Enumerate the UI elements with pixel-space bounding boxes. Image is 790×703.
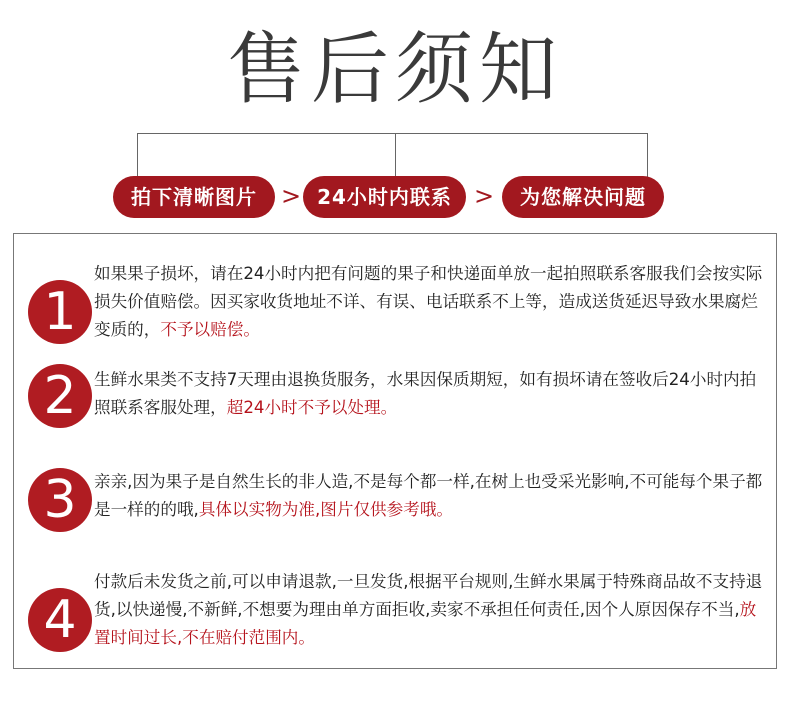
policy-highlight: 不予以赔偿。 (160, 320, 260, 339)
policy-body: 亲亲,因为果子是自然生长的非人造,不是每个都一样,在树上也受采光影响,不可能每个果子都是一样的的哦, (94, 472, 763, 519)
policy-text (94, 260, 769, 344)
policy-text (94, 468, 769, 524)
page-title: 售后须知 (226, 25, 563, 115)
flow-connector-line (647, 133, 648, 178)
policy-body: 生鲜水果类不支持7天理由退换货服务，水果因保质期短，如有损坏请在签收后24小时内拍照联系客服处理， (94, 370, 757, 417)
step-take-photo: 拍下清晰图片 (113, 176, 275, 218)
number-badge: 3 (28, 468, 92, 532)
policy-highlight: 具体以实物为准,图片仅供参考哦。 (198, 500, 454, 519)
policy-text (94, 366, 769, 422)
step-arrow: > (474, 182, 495, 210)
policy-body: 如果果子损坏，请在24小时内把有问题的果子和快递面单放一起拍照联系客服我们会按实际损失价值赔偿。因买家收货地址不详、有误、电话联系不上等，造成送货延迟导致水果腐烂变质的， (94, 264, 763, 339)
policy-text (94, 568, 769, 652)
step-arrow: > (281, 182, 302, 210)
policy-panel (13, 233, 777, 669)
flow-connector-line (395, 133, 396, 178)
policy-highlight: 放置时间过长,不在赔付范围内。 (94, 600, 757, 647)
step-resolve-problem: 为您解决问题 (502, 176, 664, 218)
flow-connector-line (137, 133, 648, 134)
step-contact-within-24h: 24小时内联系 (303, 176, 466, 218)
number-badge: 2 (28, 364, 92, 428)
number-badge: 1 (28, 280, 92, 344)
policy-highlight: 超24小时不予以处理。 (226, 398, 398, 417)
policy-body: 付款后未发货之前,可以申请退款,一旦发货,根据平台规则,生鲜水果属于特殊商品故不支持退货,以快递慢,不新鲜,不想要为理由单方面拒收,卖家不承担任何责任,因个人原因保存不当, (94, 572, 763, 619)
number-badge: 4 (28, 588, 92, 652)
flow-connector-line (137, 133, 138, 178)
